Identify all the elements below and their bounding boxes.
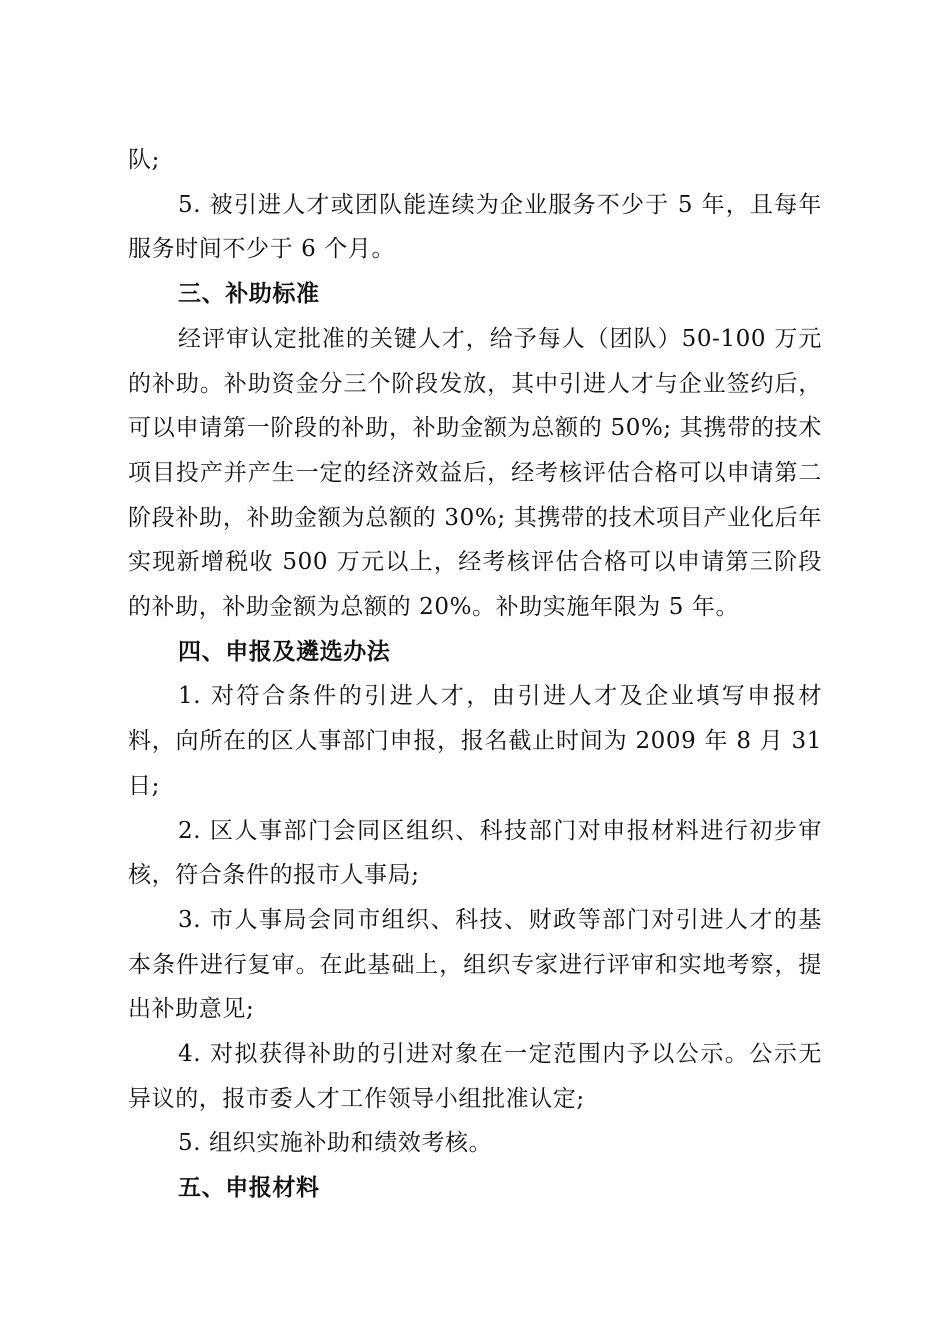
paragraph-item-2-preliminary-review: 2. 区人事部门会同区组织、科技部门对申报材料进行初步审核，符合条件的报市人事局; — [128, 817, 822, 889]
paragraph-item-1-application: 1. 对符合条件的引进人才，由引进人才及企业填写申报材料，向所在的区人事部门申报，报名截止时间为 2009 年 8 月 31 日; — [128, 683, 822, 799]
paragraph-item-5-implementation: 5. 组织实施补助和绩效考核。 — [178, 1130, 493, 1157]
section-heading-application-materials: 五、申报材料 — [178, 1175, 320, 1202]
section-heading-subsidy-standard: 三、补助标准 — [178, 281, 320, 308]
paragraph-subsidy-standard: 经评审认定批准的关键人才，给予每人（团队）50-100 万元的补助。补助资金分三个阶段发放，其中引进人才与企业签约后，可以申请第一阶段的补助，补助金额为总额的 50%; 其携带的技术项目投产并产生一定的经济效益后，经考核评估合格可以申请第二阶段补助，补助金额为总额的 30%; 其携带的技术项目产业化后年实现新增税收 500 万元以上，经考核评估合格可以申请第三阶段的补助，补助金额为总额的 20%。补助实施年限为 5 年。 — [128, 325, 822, 621]
paragraph-item-5-service-term: 5. 被引进人才或团队能连续为企业服务不少于 5 年，且每年服务时间不少于 6 个月。 — [128, 191, 822, 263]
paragraph-item-4-publicity: 4. 对拟获得补助的引进对象在一定范围内予以公示。公示无异议的，报市委人才工作领导小组批准认定; — [128, 1041, 822, 1112]
paragraph-item-3-re-examination: 3. 市人事局会同市组织、科技、财政等部门对引进人才的基本条件进行复审。在此基础上，组织专家进行评审和实地考察，提出补助意见; — [128, 906, 822, 1023]
paragraph-team-continuation: 队; — [128, 147, 160, 173]
section-heading-application-selection: 四、申报及遴选办法 — [178, 638, 391, 665]
